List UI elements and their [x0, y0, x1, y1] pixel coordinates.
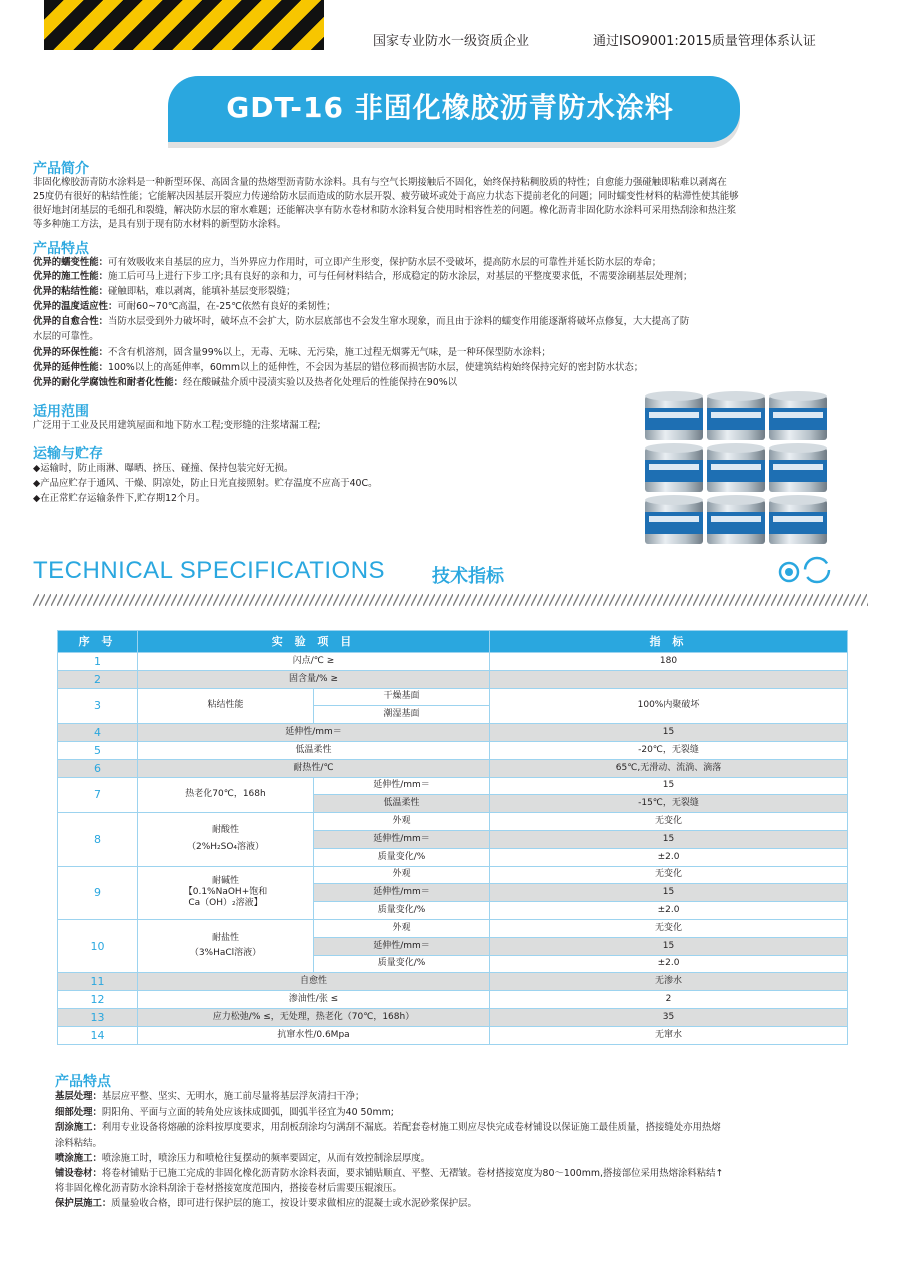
feature-item: 优异的自愈合性：当防水层受到外力破坏时，破坏点不会扩大，防水层底部也不会发生窜水现象，而且由于涂料的蠕变作用能逐渐将破坏点修复，大大提高了防 [33, 316, 690, 327]
table-row: 8 耐酸性 （2%H₂SO₄溶液） 外观 无变化 [58, 813, 848, 831]
storage-item: ◆在正常贮存运输条件下,贮存期12个月。 [33, 493, 206, 504]
qualification-text: 国家专业防水一级资质企业 [373, 34, 530, 49]
table-row: 7 热老化70℃，168h 延伸性/mm＝ 15 [58, 777, 848, 795]
decorative-icon [775, 556, 835, 586]
storage-item: ◆产品应贮存于通风、干燥、阴凉处，防止日光直接照射。贮存温度不应高于40C。 [33, 478, 378, 489]
specs-heading-cn: 技术指标 [432, 566, 504, 587]
intro-line: 非固化橡胶沥青防水涂料是一种新型环保、高固含量的热熔型沥青防水涂料。具有与空气长期接触后不固化，始终保持粘稠胶质的特性；自愈能力强碰触即粘难以剥离在 [33, 177, 727, 188]
construction-item: 基层处理：基层应平整、坚实、无明水，施工前尽量将基层浮灰清扫干净； [55, 1091, 365, 1102]
construction-item: 喷涂施工：喷涂施工时，喷涂压力和喷枪往复摆动的频率要固定，从而有效控制涂层厚度。 [55, 1153, 431, 1164]
table-row: 2 固含量/% ≥ [58, 670, 848, 688]
feature-item: 优异的延伸性能：100%以上的高延伸率，60mm以上的延伸性，不会因为基层的错位移而损害防水层，使建筑结构始终保持完好的密封防水状态； [33, 362, 644, 373]
hazard-stripe-banner [44, 0, 324, 50]
col-header-no: 序 号 [58, 631, 138, 653]
table-row: 质量变化/% ±2.0 [58, 848, 848, 866]
table-row: 质量变化/% ±2.0 [58, 955, 848, 973]
feature-item: 优异的蠕变性能：可有效吸收来自基层的应力，当外界应力作用时，可立即产生形变，保护防水层不受破坏，提高防水层的可靠性并延长防水层的寿命； [33, 257, 662, 268]
table-row: 13 应力松弛/% ≤，无处理，热老化（70℃，168h） 35 [58, 1008, 848, 1026]
table-row: 14 抗窜水性/0.6Mpa 无窜水 [58, 1026, 848, 1044]
storage-item: ◆运输时，防止雨淋、曝晒、挤压、碰撞、保持包装完好无损。 [33, 463, 294, 474]
iso-text: 通过ISO9001:2015质量管理体系认证 [593, 34, 816, 49]
col-header-item: 实 验 项 目 [138, 631, 490, 653]
page-title: GDT-16 非固化橡胶沥青防水涂料 [226, 91, 674, 124]
intro-line: 等多种施工方法，是具有别于现有防水材料的新型防水涂料。 [33, 219, 287, 230]
table-row: 1 闪点/℃ ≥ 180 [58, 653, 848, 671]
construction-item: 保护层施工：质量验收合格，即可进行保护层的施工，按设计要求做相应的混凝士或水泥砂浆保护层。 [55, 1198, 477, 1209]
product-buckets-image [643, 388, 831, 548]
zigzag-divider [33, 594, 868, 606]
feature-item: 优异的施工性能：施工后可马上进行下步工序;具有良好的亲和力，可与任何材料结合，形成稳定的防水涂层，对基层的平整度要求低，不需要涂刷基层处理剂； [33, 271, 693, 282]
intro-line: 很好地封闭基层的毛细孔和裂缝，解决防水层的窜水难题；还能解决享有防水卷材和防水涂料复合使用时相容性差的问题。橡化沥青非固化防水涂料可采用热刮涂和热注浆 [33, 205, 737, 216]
storage-heading: 运输与贮存 [33, 446, 103, 462]
specs-heading-en: TECHNICAL SPECIFICATIONS [33, 557, 386, 584]
intro-line: 25度仍有很好的粘结性能；它能解决因基层开裂应力传递给防水层而造成的防水层开裂、疲劳破坏或处于高应力状态下提前老化的问题；同时蠕变性材料的粘滞性使其能够 [33, 191, 739, 202]
construction-item: 细部处理：阴阳角、平面与立面的转角处应该抹成圆弧，圆弧半径宜为40 50mm; [55, 1107, 394, 1118]
construction-heading: 产品特点 [55, 1074, 111, 1090]
features-heading: 产品特点 [33, 241, 89, 257]
feature-item: 优异的粘结性能：碰触即粘，难以剥离，能填补基层变形裂缝； [33, 286, 296, 297]
table-row: 3 粘结性能 干燥基面 100%内聚破坏 [58, 688, 848, 706]
scope-heading: 适用范围 [33, 404, 89, 420]
table-row: 潮湿基面 [58, 706, 848, 724]
table-row: 延伸性/mm＝ 15 [58, 884, 848, 902]
construction-item: 将非固化橡化沥青防水涂料刮涂于卷材搭接宽度范围内，搭接卷材后需要压辊滚压。 [55, 1183, 402, 1194]
feature-item: 优异的环保性能：不含有机溶剂，固含量99%以上，无毒、无味、无污染，施工过程无烟雾无气味，是一种环保型防水涂料； [33, 347, 551, 358]
table-row: 12 渗油性/张 ≤ 2 [58, 991, 848, 1009]
col-header-value: 指 标 [490, 631, 848, 653]
feature-item: 优异的耐化学腐蚀性和耐者化性能：经在酸碱盐介质中浸渍实验以及热者化处理后的性能保持在90%以 [33, 377, 457, 388]
table-row: 延伸性/mm＝ 15 [58, 830, 848, 848]
construction-item: 铺设卷材：将卷材铺贴于已施工完成的非固化橡化沥青防水涂料表面，要求铺贴顺直、平整、无褶皱。卷材搭接宽度为80～100mm,搭接部位采用热熔涂料粘结↑ [55, 1168, 724, 1179]
feature-item: 水层的可靠性。 [33, 331, 99, 342]
table-row: 4 延伸性/mm＝ 15 [58, 724, 848, 742]
scope-text: 广泛用于工业及民用建筑屋面和地下防水工程;变形缝的注浆堵漏工程; [33, 420, 321, 431]
table-row: 9 耐碱性 【0.1%NaOH+饱和 Ca（OH）₂溶液】 外观 无变化 [58, 866, 848, 884]
construction-item: 涂料粘结。 [55, 1138, 102, 1149]
feature-item: 优异的温度适应性：可耐60~70℃高温，在-25℃依然有良好的柔韧性； [33, 301, 336, 312]
table-row: 10 耐盐性 （3%HaCl溶液） 外观 无变化 [58, 919, 848, 937]
spec-table [57, 630, 848, 1045]
intro-heading: 产品简介 [33, 161, 89, 177]
table-row: 5 低温柔性 -20℃，无裂缝 [58, 741, 848, 759]
table-row: 11 自愈性 无渗水 [58, 973, 848, 991]
construction-item: 刮涂施工：利用专业设备将熔融的涂料按厚度要求，用刮板刮涂均匀满刮不漏底。若配套卷材施工则应尽快完成卷材铺设以保证施工最佳质量，搭接缝处亦用热熔 [55, 1122, 721, 1133]
table-row: 6 耐热性/℃ 65℃,无滑动、流淌、滴落 [58, 759, 848, 777]
table-row: 质量变化/% ±2.0 [58, 902, 848, 920]
table-row: 低温柔性 -15℃，无裂缝 [58, 795, 848, 813]
table-row: 延伸性/mm＝ 15 [58, 937, 848, 955]
